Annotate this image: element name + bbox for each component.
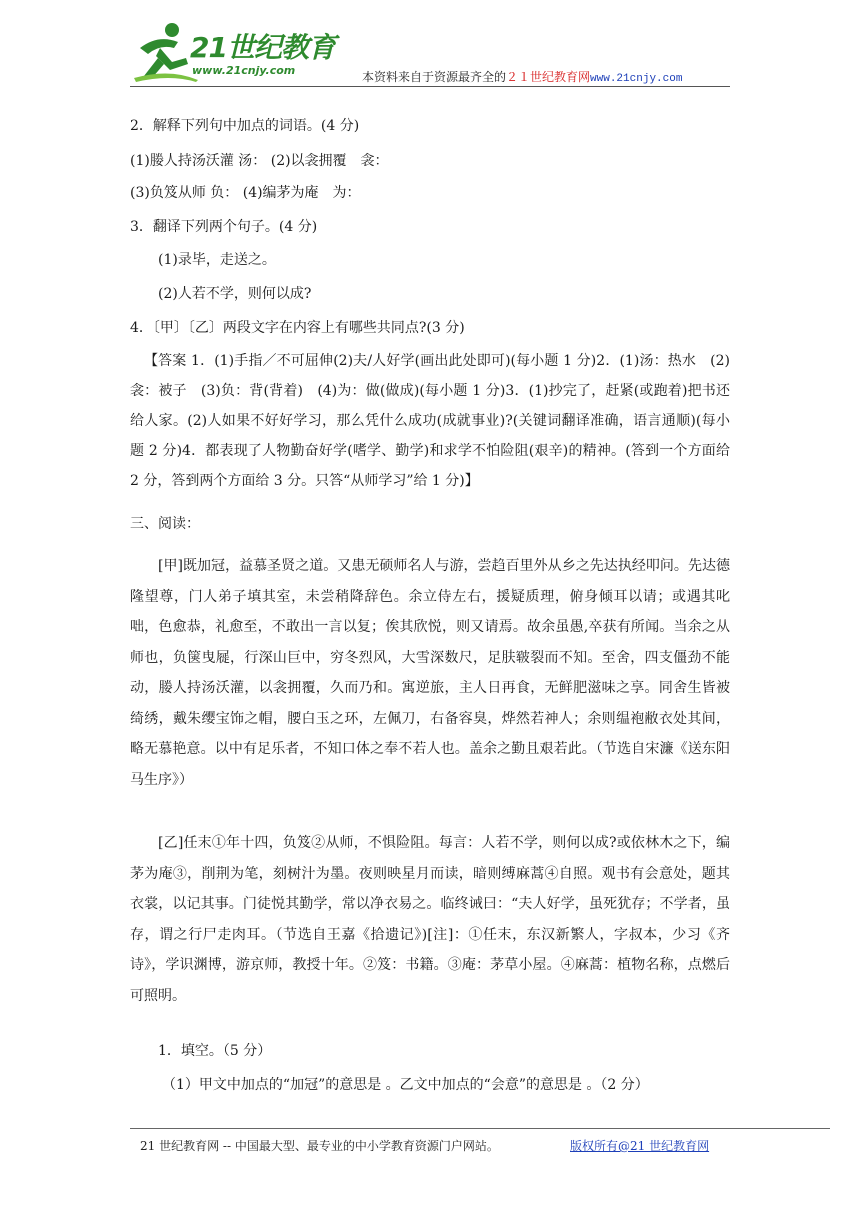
page-header — [130, 18, 730, 86]
passage-yi: [乙]任末①年十四，负笈②从师，不惧险阻。每言：人若不学，则何以成?或依林木之下，编茅为庵③，削荆为笔，刻树汁为墨。夜则映星月而读，暗则缚麻蒿④自照。观书有会意处，题其衣裳，以记其事。门徒悦其勤学，常以净衣易之。临终诫曰：“夫人好学，虽死犹存；不学者，虽存，谓之行尸走肉耳。（节选自王嘉《拾遗记》)[注]：①任末，东汉新繁人，字叔本，少习《齐诗》，学识渊博，游京师，教授十年。②笈：书籍。③庵：茅草小屋。④麻蒿：植物名称，点燃后可照明。 — [130, 835, 730, 1004]
header-tagline — [362, 68, 682, 85]
header-divider — [130, 86, 730, 87]
copyright-link[interactable]: 版权所有@21 世纪教育网 — [570, 1139, 710, 1153]
question-1: 1．填空。（5 分） — [158, 1043, 272, 1059]
tagline-brand: ２１世纪教育网 — [506, 70, 591, 84]
tagline-prefix: 本资料来自于资源最齐全的 — [362, 70, 507, 84]
tagline-url-link[interactable]: www.21cnjy.com — [590, 73, 683, 85]
passage-jia: [甲]既加冠，益慕圣贤之道。又患无硕师名人与游，尝趋百里外从乡之先达执经叩问。先达德隆望尊，门人弟子填其室，未尝稍降辞色。余立侍左右，援疑质理，俯身倾耳以请；或遇其叱咄，色愈恭，礼愈至，不敢出一言以复；俟其欣悦，则又请焉。故余虽愚,卒获有所闻。当余之从师也，负箧曳屣，行深山巨中，穷冬烈风，大雪深数尺，足肤皲裂而不知。至舍，四支僵劲不能动，媵人持汤沃灌，以衾拥覆，久而乃和。寓逆旅，主人日再食，无鲜肥滋味之享。同舍生皆被绮绣，戴朱缨宝饰之帽，腰白玉之环，左佩刀，右备容臭，烨然若神人；余则缊袍敝衣处其间，略无慕艳意。以中有足乐者，不知口体之奉不若人也。盖余之勤且艰若此。（节选自宋濂《送东阳马生序》） — [130, 558, 730, 788]
question-1-item-1: （1）甲文中加点的“加冠”的意思是 。乙文中加点的“会意”的意思是 。（2 分） — [162, 1077, 649, 1093]
question-3-item-1: (1)录毕，走送之。 — [158, 252, 276, 268]
logo-title: 21世纪教育 — [190, 31, 335, 64]
answer-block: 【答案 1．(1)手指／不可屈伸(2)夫/人好学(画出此处即可)(每小题 1 分)2．(1)汤：热水 (2)衾：被子 (3)负：背(背着) (4)为：做(做成)(每小题 1 分)3．(1)抄完了，赶紧(或跑着)把书还给人家。(2)人如果不好好学习，那么凭什么成功(成就事业)?(关键词翻译准确，语言通顺)(每小题 2 分)4．都表现了人物勤奋好学(嗜学、勤学)和求学不怕险阻(艰辛)的精神。(答到一个方面给 2 分，答到两个方面给 3 分。只答“从师学习”给 1 分)】 — [130, 353, 730, 489]
question-4: 4．〔甲〕〔乙〕两段文字在内容上有哪些共同点?(3 分) — [130, 320, 465, 336]
question-3: 3．翻译下列两个句子。(4 分) — [130, 219, 318, 235]
question-2: 2．解释下列句中加点的词语。(4 分) — [130, 118, 360, 134]
footer-divider — [130, 1128, 830, 1129]
page-footer — [140, 1137, 710, 1154]
question-2-items-b: (3)负笈从师 负： (4)编茅为庵 为： — [130, 185, 361, 201]
question-2-items-a: (1)媵人持汤沃灌 汤： (2)以衾拥覆 衾： — [130, 153, 389, 169]
section-title: 三、阅读： — [130, 516, 200, 532]
footer-text: 21 世纪教育网 -- 中国最大型、最专业的中小学教育资源门户网站。 — [140, 1139, 499, 1153]
logo-url: www.21cnjy.com — [192, 64, 296, 77]
site-logo[interactable] — [130, 18, 340, 84]
question-3-item-2: (2)人若不学，则何以成? — [158, 286, 312, 302]
